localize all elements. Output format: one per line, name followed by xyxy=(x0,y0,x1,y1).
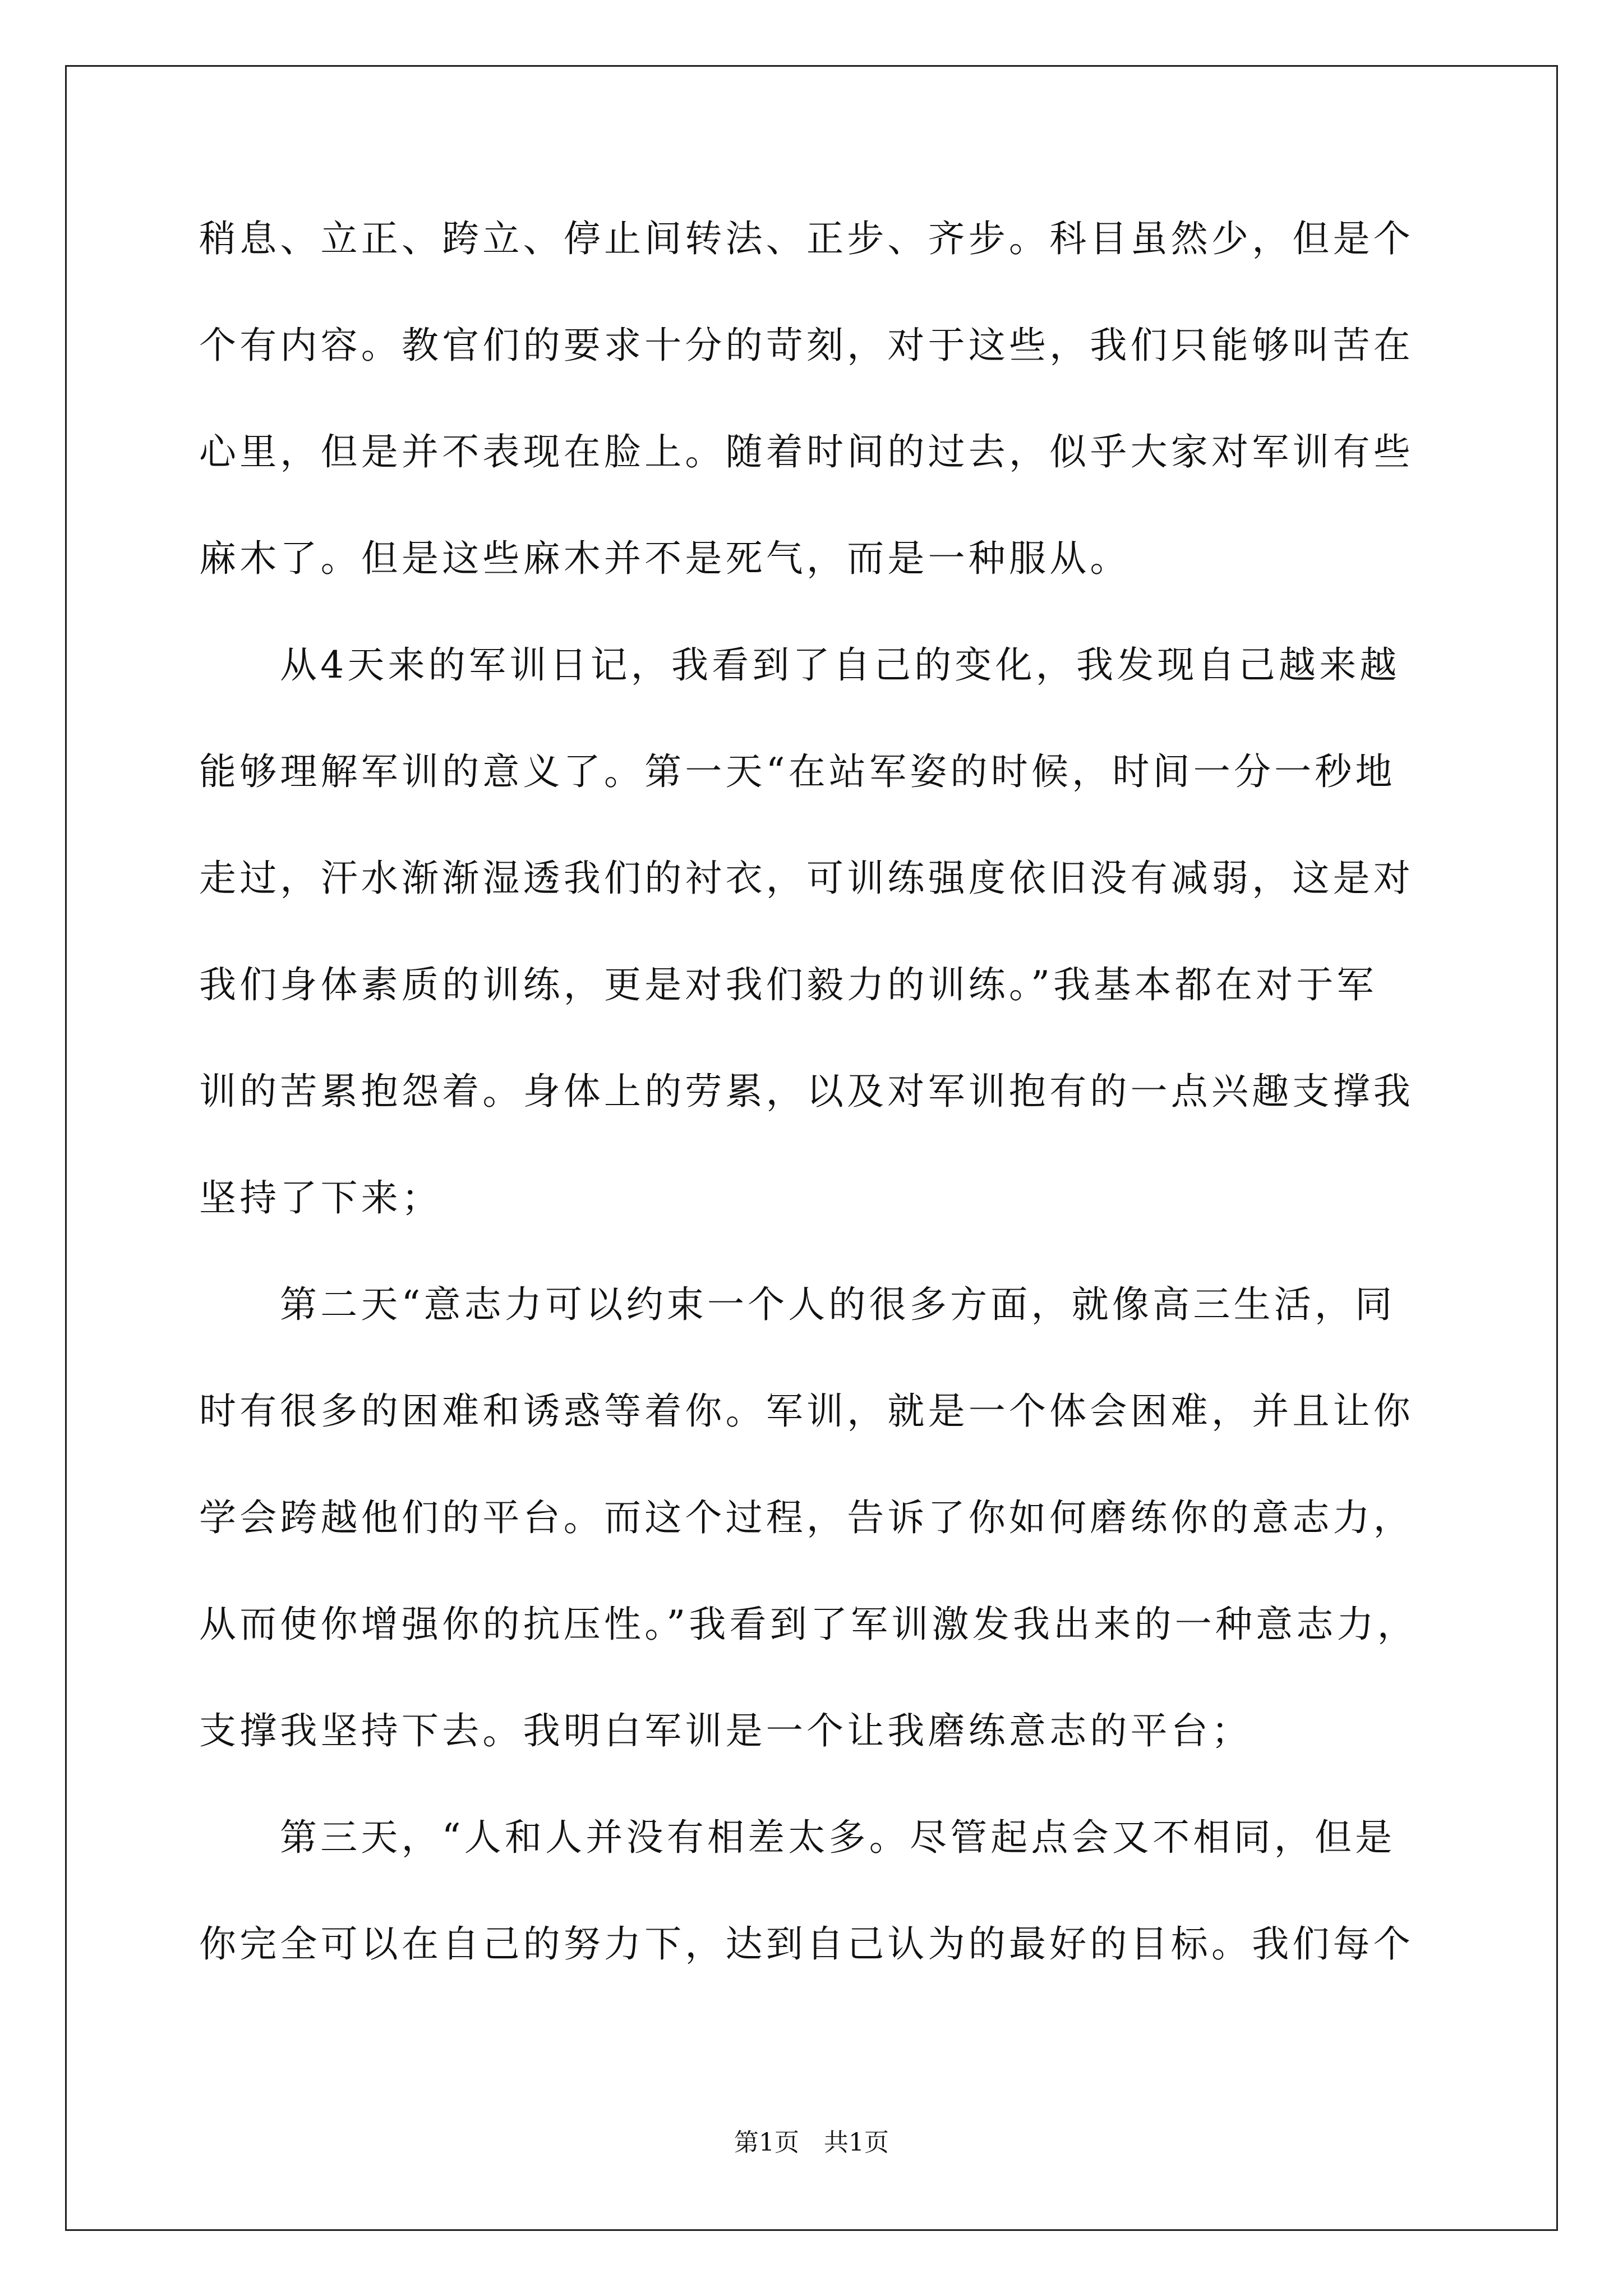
document-body xyxy=(199,211,1433,2023)
text-line: 第三天，“人和人并没有相差太多。尽管起点会又不相同，但是 xyxy=(280,1816,1396,1859)
text-line: 麻木了。但是这些麻木并不是死气，而是一种服从。 xyxy=(199,537,1131,580)
text-line: 个有内容。教官们的要求十分的苛刻，对于这些，我们只能够叫苦在 xyxy=(199,324,1414,367)
text-line: 坚持了下来； xyxy=(199,1176,442,1220)
text-line: 心里，但是并不表现在脸上。随着时间的过去，似乎大家对军训有些 xyxy=(199,430,1414,473)
text-line: 支撑我坚持下去。我明白军训是一个让我磨练意志的平台； xyxy=(199,1709,1252,1752)
text-line: 时有很多的困难和诱惑等着你。军训，就是一个体会困难，并且让你 xyxy=(199,1389,1414,1433)
text-line: 从而使你增强你的抗压性。”我看到了军训激发我出来的一种意志力， xyxy=(199,1603,1418,1646)
text-line: 我们身体素质的训练，更是对我们毅力的训练。”我基本都在对于军 xyxy=(199,963,1377,1006)
text-line: 训的苦累抱怨着。身体上的劳累，以及对军训抱有的一点兴趣支撑我 xyxy=(199,1070,1414,1113)
text-line: 能够理解军训的意义了。第一天“在站军姿的时候，时间一分一秒地 xyxy=(199,750,1396,793)
text-line: 稍息、立正、跨立、停止间转法、正步、齐步。科目虽然少，但是个 xyxy=(199,217,1414,260)
text-line: 你完全可以在自己的努力下，达到自己认为的最好的目标。我们每个 xyxy=(199,1922,1414,1966)
text-line: 第二天“意志力可以约束一个人的很多方面，就像高三生活，同 xyxy=(280,1283,1396,1326)
text-line: 学会跨越他们的平台。而这个过程，告诉了你如何磨练你的意志力， xyxy=(199,1496,1414,1539)
page-footer: 第1页 共1页 xyxy=(734,2128,889,2157)
text-line: 从4天来的军训日记，我看到了自己的变化，我发现自己越来越 xyxy=(280,643,1400,687)
text-line: 走过，汗水渐渐湿透我们的衬衣，可训练强度依旧没有减弱，这是对 xyxy=(199,857,1414,900)
